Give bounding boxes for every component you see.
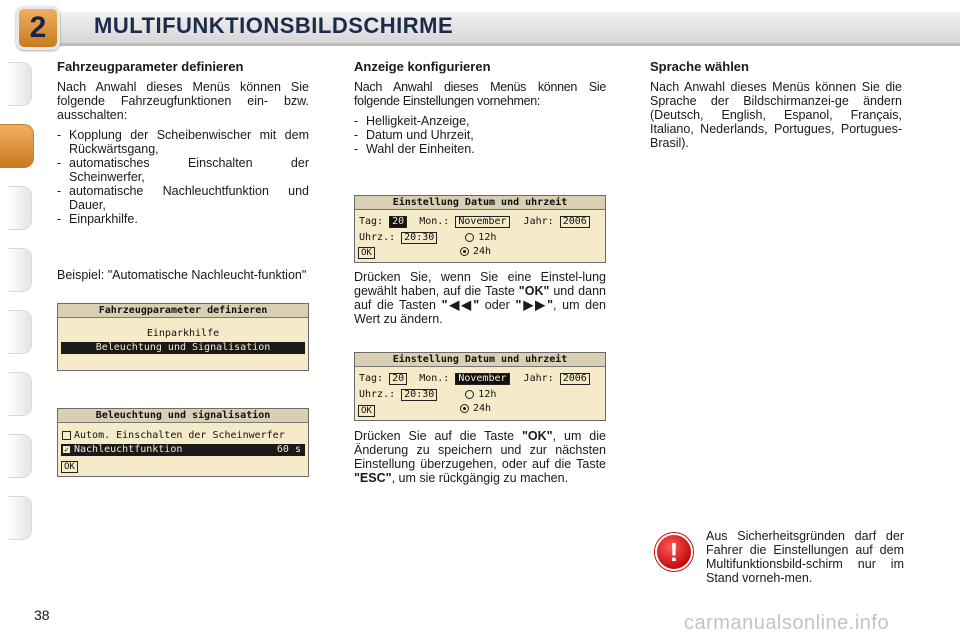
date-row — [359, 216, 590, 228]
text-span: Drücken Sie, wenn Sie eine Einstel-lung gewählt haben, auf die Taste — [354, 270, 606, 298]
radio-12h[interactable] — [465, 389, 496, 400]
chapter-tab-active[interactable] — [0, 124, 34, 168]
time-field[interactable]: 20:30 — [401, 389, 437, 401]
screen-lighting — [57, 408, 309, 477]
list-item: - automatische Nachleuchtfunktion und Dauer, — [57, 184, 309, 212]
chapter-tab[interactable] — [8, 310, 32, 354]
key-esc: "ESC" — [354, 471, 392, 485]
month-field[interactable]: November — [455, 216, 509, 228]
page-header — [0, 0, 960, 50]
duration-value[interactable]: 60 s — [276, 444, 301, 455]
text-span: , um sie rückgängig zu machen. — [391, 471, 569, 485]
time-row — [359, 389, 496, 401]
page-title: MULTIFUNKTIONSBILDSCHIRME — [94, 13, 454, 38]
radio-label: 24h — [473, 246, 492, 257]
day-field[interactable]: 20 — [389, 373, 407, 385]
year-label: Jahr: — [523, 216, 554, 227]
screen-title: Beleuchtung und signalisation — [58, 409, 308, 423]
list-item: - Helligkeit-Anzeige, — [354, 114, 606, 128]
chapter-tab-rail — [0, 62, 34, 577]
column-language — [650, 60, 902, 156]
radio-icon — [465, 233, 474, 242]
instruction-save — [354, 429, 606, 491]
chapter-tab[interactable] — [8, 248, 32, 292]
month-label: Mon.: — [419, 373, 450, 384]
instruction-text — [354, 270, 606, 326]
year-label: Jahr: — [523, 373, 554, 384]
list-item: - automatisches Einschalten der Scheinwerfer, — [57, 156, 309, 184]
option-label: Nachleuchtfunktion — [74, 444, 183, 455]
screen-date-time-month — [354, 352, 606, 421]
page-number: 38 — [34, 607, 50, 623]
text-span: , um den Wert zu ändern. — [354, 298, 606, 326]
section-heading: Sprache wählen — [650, 59, 749, 74]
key-forward: "▶▶" — [515, 298, 554, 312]
column-vehicle-parameters — [57, 60, 309, 288]
section-intro: Nach Anwahl dieses Menüs können Sie folgende Fahrzeugfunktionen ein- bzw. ausschalten: — [57, 80, 309, 122]
ok-button[interactable]: OK — [61, 461, 78, 473]
year-field[interactable]: 2006 — [560, 373, 590, 385]
feature-list — [57, 128, 309, 226]
radio-12h[interactable] — [465, 232, 496, 243]
key-rewind: "◀◀" — [441, 298, 480, 312]
day-label: Tag: — [359, 216, 384, 227]
screen-vehicle-parameters — [57, 303, 309, 371]
time-label: Uhrz.: — [359, 389, 396, 400]
time-row — [359, 232, 496, 244]
radio-label: 12h — [478, 389, 497, 400]
screen-title: Einstellung Datum und uhrzeit — [355, 353, 605, 367]
text-span: oder — [484, 298, 510, 312]
chapter-tab[interactable] — [8, 496, 32, 540]
instruction-text — [354, 429, 606, 485]
option-follow-me-home-selected[interactable] — [61, 444, 305, 456]
key-ok: "OK" — [522, 429, 553, 443]
section-text: Nach Anwahl dieses Menüs können Sie die Sprache der Bildschirmanzei-ge ändern (Deutsch, English, Espanol, Français, Italiano, Nederlands, Portugues, Portugues-Brasil). — [650, 80, 902, 150]
key-ok: "OK" — [518, 284, 550, 298]
list-item: - Datum und Uhrzeit, — [354, 128, 606, 142]
ok-button[interactable]: OK — [358, 247, 375, 259]
checkmark-icon: ✓ — [62, 445, 71, 454]
section-intro: Nach Anwahl dieses Menüs können Sie folgende Einstellungen vornehmen: — [354, 80, 606, 108]
watermark: carmanualsonline.info — [684, 612, 890, 634]
column-display-config — [354, 60, 606, 162]
example-caption: Beispiel: "Automatische Nachleucht-funktion" — [57, 268, 307, 282]
settings-list — [354, 114, 606, 156]
radio-selected-icon — [460, 247, 469, 256]
radio-label: 12h — [478, 232, 497, 243]
header-underline — [60, 43, 960, 46]
list-item: - Einparkhilfe. — [57, 212, 309, 226]
time-field[interactable]: 20:30 — [401, 232, 437, 244]
screen-title: Einstellung Datum und uhrzeit — [355, 196, 605, 210]
chapter-tab[interactable] — [8, 62, 32, 106]
month-label: Mon.: — [419, 216, 450, 227]
instruction-adjust — [354, 270, 606, 332]
date-row — [359, 373, 590, 385]
option-label: Autom. Einschalten der Scheinwerfer — [74, 430, 285, 441]
safety-warning: Aus Sicherheitsgründen darf der Fahrer die Einstellungen auf dem Multifunktionsbild-schirm nur im Stand vorneh-men. — [706, 529, 904, 585]
radio-24h[interactable] — [460, 246, 491, 257]
screen-date-time-day — [354, 195, 606, 263]
list-item: - Kopplung der Scheibenwischer mit dem Rückwärtsgang, — [57, 128, 309, 156]
section-heading: Fahrzeugparameter definieren — [57, 59, 244, 74]
day-label: Tag: — [359, 373, 384, 384]
screen-title: Fahrzeugparameter definieren — [58, 304, 308, 318]
year-field[interactable]: 2006 — [560, 216, 590, 228]
text-span: Drücken Sie auf die Taste — [354, 429, 515, 443]
radio-icon — [465, 390, 474, 399]
chapter-tab[interactable] — [8, 434, 32, 478]
section-heading: Anzeige konfigurieren — [354, 59, 491, 74]
list-item: - Wahl der Einheiten. — [354, 142, 606, 156]
chapter-tab[interactable] — [8, 186, 32, 230]
time-label: Uhrz.: — [359, 232, 396, 243]
text-span: , um die Änderung zu speichern und zur nächsten Einstellung überzugehen, oder auf die Taste — [354, 429, 606, 471]
radio-24h[interactable] — [460, 403, 491, 414]
text-span: und dann auf die Tasten — [354, 284, 606, 312]
exclamation-icon: ! — [655, 533, 693, 571]
day-field-selected[interactable]: 20 — [389, 216, 407, 228]
option-auto-headlights[interactable] — [62, 430, 285, 441]
month-field-selected[interactable]: November — [455, 373, 509, 385]
ok-button[interactable]: OK — [358, 405, 375, 417]
menu-item-parking-aid[interactable]: Einparkhilfe — [146, 328, 220, 339]
radio-selected-icon — [460, 404, 469, 413]
chapter-tab[interactable] — [8, 372, 32, 416]
checkbox-icon[interactable] — [62, 431, 71, 440]
radio-label: 24h — [473, 403, 492, 414]
chapter-badge: 2 — [16, 6, 60, 50]
menu-item-lighting-selected[interactable]: Beleuchtung und Signalisation — [61, 342, 305, 354]
